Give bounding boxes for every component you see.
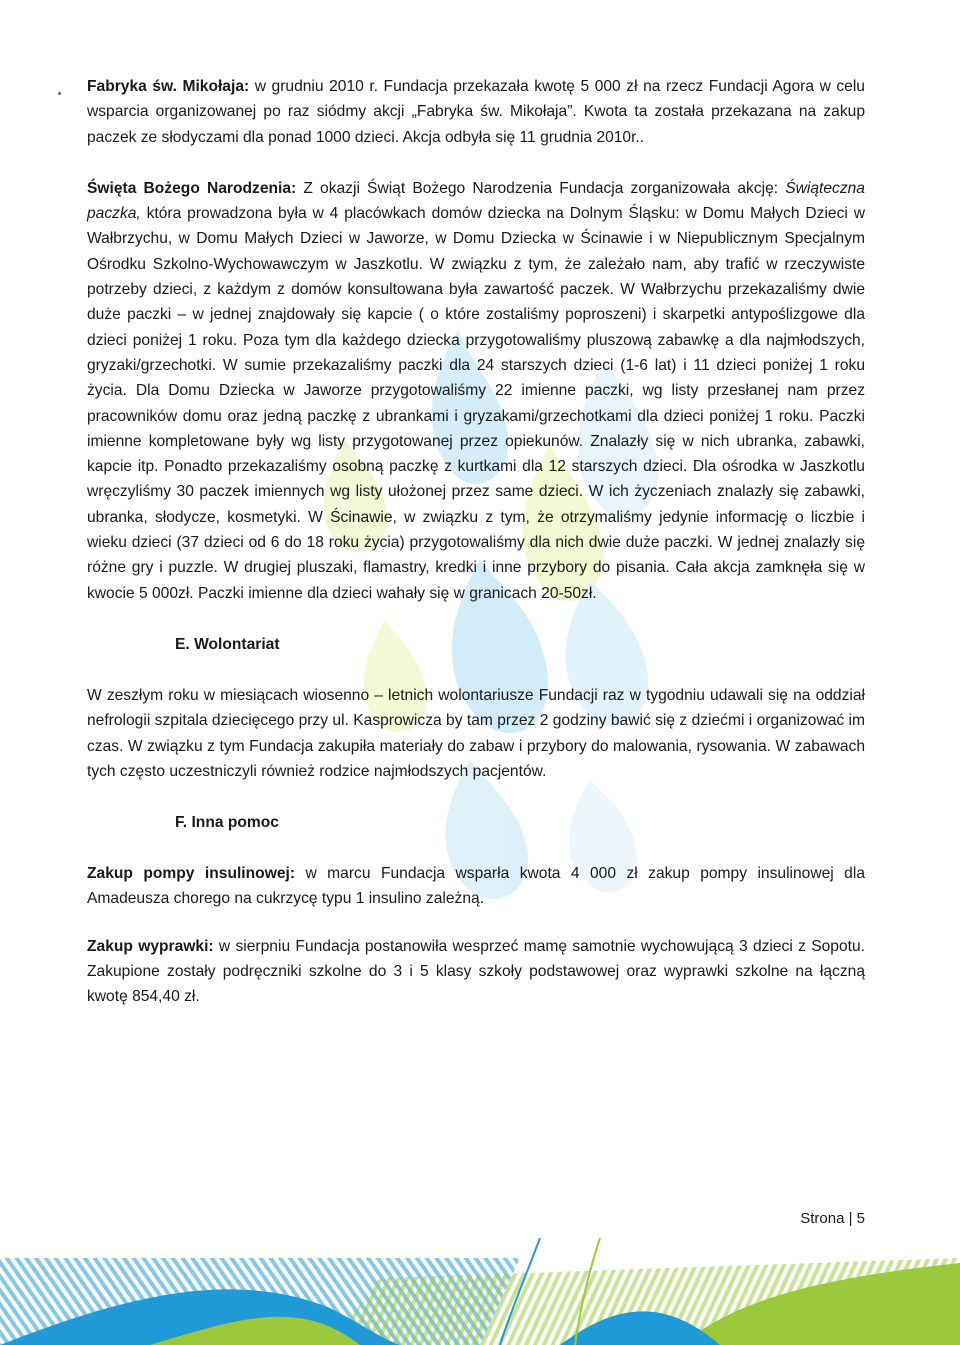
paragraph-swieta (87, 176, 865, 606)
paragraph-wolontariat: W zeszłym roku w miesiącach wiosenno – letnich wolontariusze Fundacji raz w tygodniu udawali się na oddział nefrologii szpitala dziecięcego przy ul. Kasprowicza by tam przez 2 godziny bawić się z dziećmi i organizować im czas. W związku z tym Fundacja zakupiła materiały do zabaw i przybory do malowania, rysowania. W zabawach tych często uczestniczyli również rodzice najmłodszych pacjentów. (87, 686, 865, 780)
paragraph-text: w grudniu 2010 r. Fundacja przekazała kwotę 5 000 zł na rzecz Fundacji Agora w celu wsparcia organizowanej po raz siódmy akcji „Fabryka św. Mikołaja”. Kwota ta została przekazana na zakup paczek ze słodyczami dla ponad 1000 dzieci. Akcja odbyła się 11 grudnia 2010r.. (87, 78, 865, 146)
footer-decoration (0, 1238, 960, 1345)
paragraph-italic: Świąteczna paczka, (87, 179, 865, 223)
paragraph-text: w marcu Fundacja wsparła kwota 4 000 zł zakup pompy insulinowej dla Amadeusza chorego na cukrzycę typu 1 insulino zależną. (87, 865, 865, 908)
paragraph-label: Święta Bożego Narodzenia: (87, 179, 297, 197)
section-heading-f: F. Inna pomoc (175, 814, 279, 832)
paragraph-label: Zakup wyprawki: (87, 937, 214, 955)
page-number: Strona | 5 (800, 1210, 865, 1227)
paragraph-pompa (87, 861, 865, 912)
paragraph-label: Zakup pompy insulinowej: (87, 865, 296, 883)
paragraph-label: Fabryka św. Mikołaja: (87, 78, 250, 95)
paragraph-text: w sierpniu Fundacja postanowiła wesprzeć mamę samotnie wychowującą 3 dzieci z Sopotu. Zakupione zostały podręczniki szkolne do 3 i 5 klasy szkoły podstawowej oraz wyprawki szkolne na łączną kwotę 854,40 zł. (87, 937, 865, 1006)
paragraph-wyprawka (87, 934, 865, 1010)
margin-dot (58, 92, 61, 95)
paragraph-fabryka (87, 74, 865, 150)
page-content (87, 74, 865, 1010)
paragraph-text: która prowadzona była w 4 placówkach domów dziecka na Dolnym Śląsku: w Domu Małych Dzieci w Wałbrzychu, w Domu Małych Dzieci w Jaworze, w Domu Dziecka w Ścinawie i w Niepublicznym Specjalnym Ośrodku Szkolno-Wychowawczym w Jaszkotlu. W związku z tym, że zależało nam, aby trafić w rzeczywiste potrzeby dzieci, z każdym z domów konsultowana była zawartość paczek. W Wałbrzychu przekazaliśmy dwie duże paczki – w jednej znajdowały się kapcie ( o które zostaliśmy poproszeni) i skarpetki antypoślizgowe dla dzieci poniżej 1 roku. Poza tym dla każdego dziecka przygotowaliśmy pluszową zabawkę a dla najmłodszych, gryzaki/grzechotki. W sumie przekazaliśmy paczki dla 24 starszych dzieci (1-6 lat) i 11 dzieci poniżej 1 roku życia. Dla Domu Dziecka w Jaworze przygotowaliśmy 22 imienne paczki, wg listy przesłanej nam przez pracowników domu oraz jedną paczkę z ubrankami i gryzakami/grzechotkami dla dzieci poniżej 1 roku. Paczki imienne kompletowane były wg listy przygotowanej przez opiekunów. Znalazły się w nich ubranka, zabawki, kapcie itp. Ponadto przekazaliśmy osobną paczkę z kurtkami dla 12 starszych dzieci. Dla ośrodka w Jaszkotlu wręczyliśmy 30 paczek imiennych wg listy ułożonej przez same dzieci. W ich życzeniach znalazły się zabawki, ubranka, słodycze, kosmetyki. W Ścinawie, w związku z tym, że otrzymaliśmy jedynie informację o liczbie i wieku dzieci (37 dzieci od 6 do 18 roku życia) przygotowaliśmy dla nich dwie duże paczki. W jednej znalazły się różne gry i puzzle. W drugiej pluszaki, flamastry, kredki i inne przybory do pisania. Cała akcja zamknęła się w kwocie 5 000zł. Paczki imienne dla dzieci wahały się w granicach 20-50zł. (87, 205, 865, 602)
section-heading-e: E. Wolontariat (175, 635, 280, 653)
paragraph-text: Z okazji Świąt Bożego Narodzenia Fundacja zorganizowała akcję: (296, 179, 786, 197)
